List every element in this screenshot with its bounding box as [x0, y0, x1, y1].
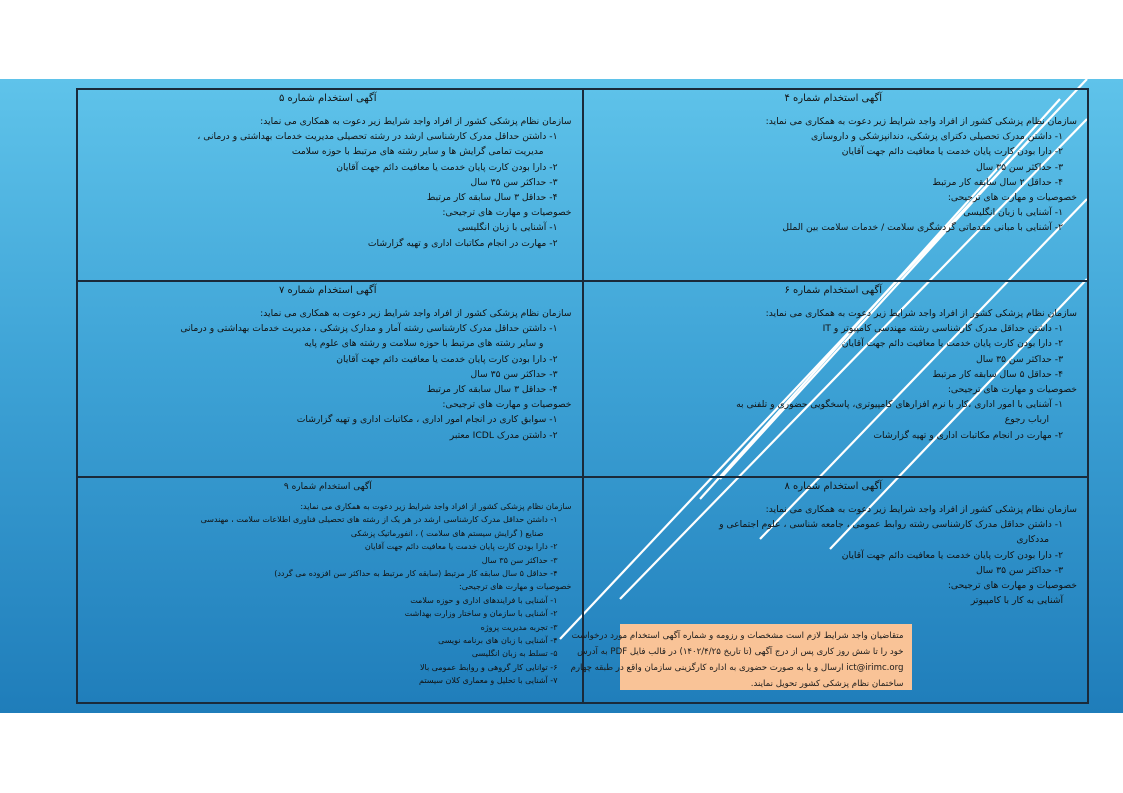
job-ad-8-req: ۱- داشتن حداقل مدرک کارشناسی رشته روابط عمومی ، جامعه شناسی ، علوم اجتماعی و [719, 519, 1063, 531]
job-ads-table [76, 88, 1089, 704]
job-ad-9-pref-title: خصوصیات و مهارت های ترجیحی: [459, 582, 572, 592]
job-ad-7-req: ۲- دارا بودن کارت پایان خدمت یا معافیت دائم جهت آقایان [336, 353, 558, 365]
job-ad-5-pref: ۲- مهارت در انجام مکاتبات اداری و تهیه گزارشات [367, 237, 558, 249]
job-ad-9-pref: ۱- آشنایی با فرایندهای اداری و حوزه سلامت [410, 595, 558, 605]
job-ad-6-pref-title: خصوصیات و مهارت های ترجیحی: [947, 384, 1077, 396]
notice-line: متقاضیان واجد شرایط لازم است مشخصات و رزومه و شماره آگهی استخدام مورد درخواست [571, 631, 904, 641]
job-ad-8-req: ۳- حداکثر سن ۳۵ سال [976, 564, 1063, 576]
job-ad-9 [77, 477, 583, 703]
job-ad-7-pref: ۲- داشتن مدرک ICDL معتبر [449, 429, 558, 441]
job-ad-8-pref: آشنایی به کار با کامپیوتر [970, 595, 1063, 607]
job-ad-8-req: مددکاری [1016, 534, 1049, 546]
job-ad-4-req: ۲- دارا بودن کارت پایان خدمت یا معافیت دائم جهت آقایان [841, 146, 1063, 158]
job-ad-7-title: آگهی استخدام شماره ۷ [278, 285, 377, 296]
job-ad-9-req: ۱- داشتن حداقل مدرک کارشناسی ارشد در هر یک از رشته های تحصیلی فناوری اطلاعات سلامت ، مهندسی [200, 515, 558, 525]
job-ad-6-pref: ۱- آشنایی با امور اداری ،کار با نرم افزارهای کامپیوتری، پاسخگویی حضوری و تلفنی به [736, 399, 1063, 411]
job-ad-9-pref: ۴- آشنایی با زبان های برنامه نویسی [438, 636, 558, 646]
job-ad-7-req: ۴- حداقل ۳ سال سابقه کار مرتبط [426, 384, 558, 396]
job-ad-6 [583, 281, 1089, 477]
job-ad-4-pref: ۱- آشنایی با زبان انگلیسی [963, 207, 1063, 219]
job-ad-7-intro: سازمان نظام پزشکی کشور از افراد واجد شرایط زیر دعوت به همکاری می نماید: [260, 308, 572, 319]
job-ad-9-req: ۲- دارا بودن کارت پایان خدمت یا معافیت دائم جهت آقایان [364, 542, 558, 552]
job-ad-5-pref-title: خصوصیات و مهارت های ترجیحی: [442, 207, 572, 219]
job-ad-6-req: ۴- حداقل ۵ سال سابقه کار مرتبط [932, 368, 1063, 380]
job-ad-9-pref: ۲- آشنایی با سازمان و ساختار وزارت بهداشت [404, 609, 558, 619]
job-ad-6-intro: سازمان نظام پزشکی کشور از افراد واجد شرایط زیر دعوت به همکاری می نماید: [765, 308, 1077, 319]
job-ad-6-title: آگهی استخدام شماره ۶ [784, 285, 883, 296]
job-ad-4 [583, 89, 1089, 281]
job-ad-8-intro: سازمان نظام پزشکی کشور از افراد واجد شرایط زیر دعوت به همکاری می نماید: [765, 504, 1077, 515]
job-ad-7-pref: ۱- سوابق کاری در انجام امور اداری ، مکاتبات اداری و تهیه گزارشات [296, 414, 558, 426]
job-ad-5-pref: ۱- آشنایی با زبان انگلیسی [457, 222, 558, 234]
job-ad-6-req: ۲- دارا بودن کارت پایان خدمت یا معافیت دائم جهت آقایان [841, 338, 1063, 350]
job-ad-4-title: آگهی استخدام شماره ۴ [784, 93, 883, 104]
job-ad-7-pref-title: خصوصیات و مهارت های ترجیحی: [442, 399, 572, 411]
job-ad-9-title: آگهی استخدام شماره ۹ [283, 482, 372, 492]
job-ad-8 [570, 477, 1089, 703]
job-ad-9-intro: سازمان نظام پزشکی کشور از افراد واجد شرایط زیر دعوت به همکاری می نماید: [300, 502, 572, 511]
job-ad-9-pref: ۶- توانایی کار گروهی و روابط عمومی بالا [419, 662, 558, 672]
job-ad-4-req: ۱- داشتن مدرک تحصیلی دکترای پزشکی، دندانپزشکی و داروسازی [810, 131, 1063, 143]
job-ad-9-req: صنایع ( گرایش سیستم های سلامت ) ، انفورماتیک پزشکی [350, 528, 544, 538]
job-ad-5-req: ۲- دارا بودن کارت پایان خدمت یا معافیت دائم جهت آقایان [336, 161, 558, 173]
blue-banner [0, 79, 1123, 713]
job-ad-4-pref-title: خصوصیات و مهارت های ترجیحی: [947, 192, 1077, 204]
job-ad-7 [77, 281, 583, 477]
job-ad-5-req: مدیریت تمامی گرایش ها و سایر رشته های مرتبط با حوزه سلامت [291, 146, 544, 158]
job-ad-6-req: ۱- داشتن حداقل مدرک کارشناسی رشته مهندسی کامپیوتر و IT [822, 323, 1063, 335]
job-ad-8-title: آگهی استخدام شماره ۸ [784, 481, 883, 492]
job-ad-6-pref: ۲- مهارت در انجام مکاتبات اداری و تهیه گزارشات [873, 429, 1063, 441]
job-ad-9-pref: ۵- تسلط به زبان انگلیسی [471, 649, 558, 659]
job-ad-5-req: ۱- داشتن حداقل مدرک کارشناسی ارشد در رشته تحصیلی مدیریت خدمات بهداشتی و درمانی ، [197, 131, 558, 143]
job-ad-4-req: ۴- حداقل ۲ سال سابقه کار مرتبط [932, 176, 1063, 188]
job-ad-4-req: ۳- حداکثر سن ۳۵ سال [976, 161, 1063, 173]
job-ad-6-pref: ارباب رجوع [1004, 414, 1049, 426]
job-ad-5-intro: سازمان نظام پزشکی کشور از افراد واجد شرایط زیر دعوت به همکاری می نماید: [260, 116, 572, 127]
job-ad-8-req: ۲- دارا بودن کارت پایان خدمت یا معافیت دائم جهت آقایان [841, 549, 1063, 561]
job-ad-9-pref: ۷- آشنایی با تحلیل و معماری کلان سیستم [419, 676, 558, 686]
notice-line: ict@irimc.org ارسال و یا به صورت حضوری به اداره کارگزینی سازمان واقع در طبقه چهارم [570, 663, 904, 673]
job-ad-9-req: ۳- حداکثر سن ۳۵ سال [481, 555, 558, 565]
job-ad-7-req: ۱- داشتن حداقل مدرک کارشناسی رشته آمار و مدارک پزشکی ، مدیریت خدمات بهداشتی و درمانی [180, 323, 558, 335]
job-ad-4-intro: سازمان نظام پزشکی کشور از افراد واجد شرایط زیر دعوت به همکاری می نماید: [765, 116, 1077, 127]
job-ad-8-pref-title: خصوصیات و مهارت های ترجیحی: [947, 580, 1077, 592]
application-notice [570, 624, 912, 690]
notice-line: خود را تا شش روز کاری پس از درج آگهی (تا تاریخ ۱۴۰۲/۴/۲۵) در قالب فایل PDF به آدرس [577, 647, 904, 657]
job-ad-5-title: آگهی استخدام شماره ۵ [278, 93, 377, 104]
job-ad-9-pref: ۳- تجربه مدیریت پروژه [480, 622, 558, 632]
job-ad-5-req: ۴- حداقل ۳ سال سابقه کار مرتبط [426, 192, 558, 204]
job-ad-9-req: ۴- حداقل ۵ سال سابقه کار مرتبط (سابقه کار مرتبط به حداکثر سن افزوده می گردد) [274, 569, 558, 579]
job-ad-6-req: ۳- حداکثر سن ۳۵ سال [976, 353, 1063, 365]
job-ad-7-req: و سایر رشته های مرتبط با حوزه سلامت و رشته های علوم پایه [304, 338, 544, 350]
notice-line: ساختمان نظام پزشکی کشور تحویل نمایند. [750, 679, 904, 689]
job-ad-4-pref: ۲- آشنایی با مبانی مقدماتی گردشگری سلامت / خدمات سلامت بین الملل [782, 222, 1063, 234]
job-ad-5 [77, 89, 583, 281]
job-ad-7-req: ۳- حداکثر سن ۳۵ سال [470, 368, 558, 380]
job-ad-5-req: ۳- حداکثر سن ۳۵ سال [470, 176, 558, 188]
